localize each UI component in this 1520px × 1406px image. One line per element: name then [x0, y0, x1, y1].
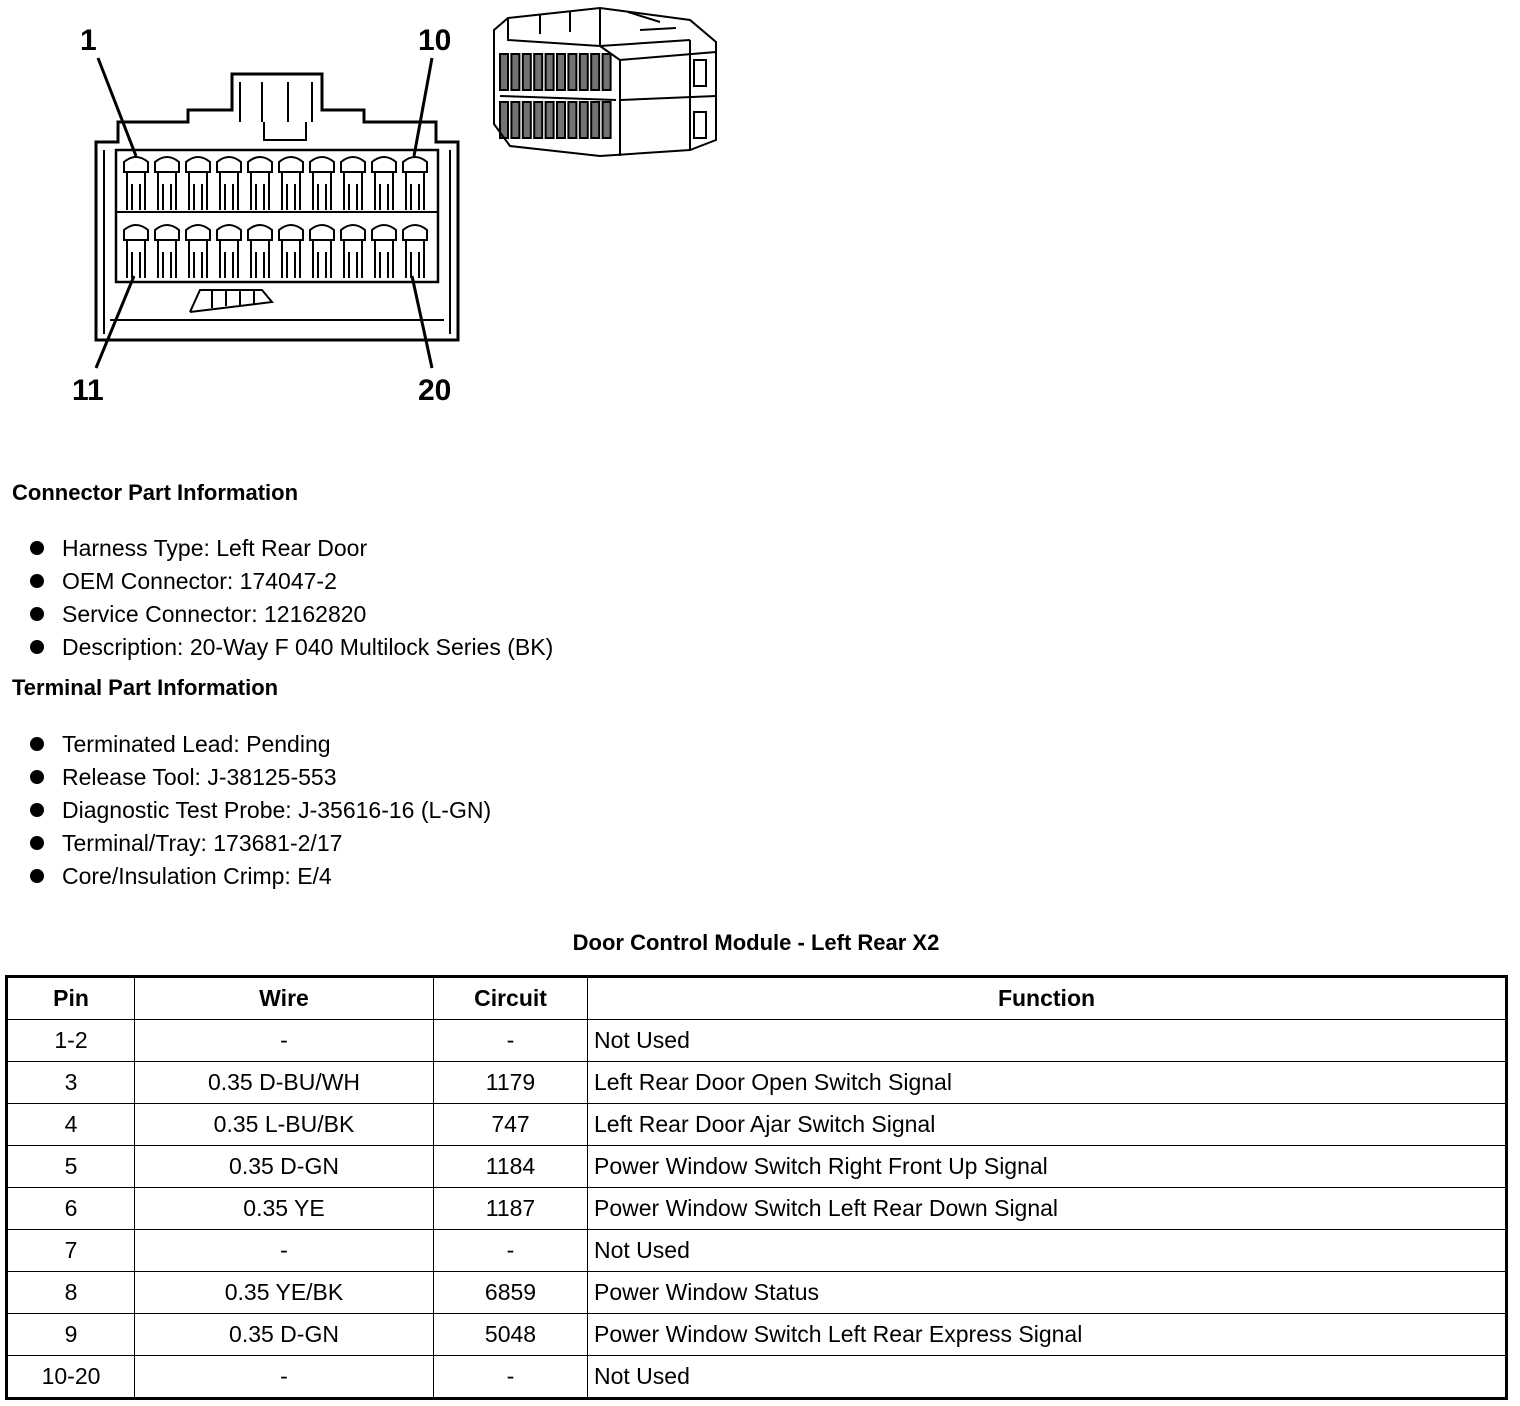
- list-item-text: Terminated Lead: Pending: [62, 731, 331, 757]
- table-row: [7, 1188, 1507, 1230]
- iso-cavity: [534, 102, 542, 138]
- cell-wire: -: [135, 1020, 434, 1062]
- iso-cavity: [557, 102, 565, 138]
- iso-cavity: [580, 54, 588, 90]
- terminal-cavity: [279, 225, 303, 278]
- terminal-cavity: [403, 225, 427, 278]
- connector-info-list: [30, 532, 553, 664]
- cell-pin: 8: [7, 1272, 135, 1314]
- terminal-cavity: [372, 157, 396, 210]
- list-item: [30, 860, 491, 893]
- cell-circuit: 1179: [434, 1062, 588, 1104]
- cell-pin: 4: [7, 1104, 135, 1146]
- list-item: [30, 794, 491, 827]
- cell-function: Power Window Switch Left Rear Express Signal: [588, 1314, 1507, 1356]
- table-row: [7, 1104, 1507, 1146]
- table-row: [7, 1272, 1507, 1314]
- cell-circuit: 6859: [434, 1272, 588, 1314]
- list-item-text: Harness Type: Left Rear Door: [62, 535, 368, 561]
- table-header-row: [7, 977, 1507, 1020]
- terminal-cavity: [124, 225, 148, 278]
- terminal-cavity: [124, 157, 148, 210]
- iso-cavity: [511, 54, 519, 90]
- bullet-icon: [30, 607, 44, 621]
- cell-wire: 0.35 D-GN: [135, 1314, 434, 1356]
- cell-circuit: -: [434, 1230, 588, 1272]
- bullet-icon: [30, 574, 44, 588]
- pin-label-11: 11: [72, 374, 104, 407]
- pinout-table: [5, 975, 1508, 1400]
- terminal-cavity: [155, 157, 179, 210]
- table-title: Door Control Module - Left Rear X2: [572, 930, 940, 955]
- connector-info-title: Connector Part Information: [12, 480, 299, 505]
- connector-isometric-view: [494, 8, 716, 156]
- list-item: [30, 532, 553, 565]
- bullet-icon: [30, 770, 44, 784]
- pin-label-10: 10: [418, 24, 452, 57]
- terminal-cavity: [248, 225, 272, 278]
- terminal-cavity: [341, 157, 365, 210]
- iso-cavity: [546, 54, 554, 90]
- list-item: [30, 761, 491, 794]
- list-item-text: Service Connector: 12162820: [62, 601, 367, 627]
- terminal-cavity: [186, 157, 210, 210]
- cell-wire: 0.35 D-BU/WH: [135, 1062, 434, 1104]
- pin-label-1: 1: [80, 24, 97, 57]
- cell-circuit: -: [434, 1356, 588, 1399]
- column-header-pin: Pin: [7, 977, 135, 1020]
- iso-cavity: [546, 102, 554, 138]
- cell-pin: 6: [7, 1188, 135, 1230]
- terminal-cavity: [341, 225, 365, 278]
- pin-label-20: 20: [418, 374, 452, 407]
- terminal-cavity: [155, 225, 179, 278]
- iso-cavity: [591, 54, 599, 90]
- list-item-text: Terminal/Tray: 173681-2/17: [62, 830, 343, 856]
- table-row: [7, 1020, 1507, 1062]
- iso-cavity: [603, 54, 611, 90]
- iso-cavity: [523, 54, 531, 90]
- cell-function: Power Window Status: [588, 1272, 1507, 1314]
- list-item: [30, 728, 491, 761]
- cell-function: Power Window Switch Right Front Up Signal: [588, 1146, 1507, 1188]
- iso-cavity: [568, 54, 576, 90]
- terminal-cavity: [372, 225, 396, 278]
- table-row: [7, 1146, 1507, 1188]
- cell-wire: 0.35 YE: [135, 1188, 434, 1230]
- table-row: [7, 1230, 1507, 1272]
- iso-cavity: [500, 102, 508, 138]
- terminal-cavity: [310, 157, 334, 210]
- iso-cavity: [591, 102, 599, 138]
- terminal-info-title: Terminal Part Information: [12, 675, 279, 700]
- iso-cavity: [568, 102, 576, 138]
- list-item-text: Description: 20-Way F 040 Multilock Series (BK): [62, 634, 554, 660]
- column-header-circuit: Circuit: [434, 977, 588, 1020]
- terminal-cavity: [217, 225, 241, 278]
- cell-function: Power Window Switch Left Rear Down Signal: [588, 1188, 1507, 1230]
- iso-cavity: [580, 102, 588, 138]
- cell-function: Left Rear Door Ajar Switch Signal: [588, 1104, 1507, 1146]
- cell-wire: -: [135, 1230, 434, 1272]
- list-item: [30, 598, 553, 631]
- list-item-text: Release Tool: J-38125-553: [62, 764, 337, 790]
- terminal-cavity: [310, 225, 334, 278]
- bullet-icon: [30, 803, 44, 817]
- cell-wire: 0.35 D-GN: [135, 1146, 434, 1188]
- cell-circuit: 5048: [434, 1314, 588, 1356]
- column-header-wire: Wire: [135, 977, 434, 1020]
- terminal-cavity: [248, 157, 272, 210]
- cell-circuit: 1184: [434, 1146, 588, 1188]
- terminal-cavities: [124, 157, 427, 278]
- cell-pin: 5: [7, 1146, 135, 1188]
- list-item: [30, 565, 553, 598]
- iso-cavity: [523, 102, 531, 138]
- terminal-cavity: [186, 225, 210, 278]
- table-row: [7, 1062, 1507, 1104]
- cell-function: Not Used: [588, 1020, 1507, 1062]
- cell-pin: 10-20: [7, 1356, 135, 1399]
- list-item: [30, 827, 491, 860]
- bullet-icon: [30, 640, 44, 654]
- terminal-cavity: [403, 157, 427, 210]
- iso-cavity: [557, 54, 565, 90]
- terminal-cavity: [279, 157, 303, 210]
- iso-cavity: [603, 102, 611, 138]
- bullet-icon: [30, 541, 44, 555]
- list-item: [30, 631, 553, 664]
- cell-circuit: 747: [434, 1104, 588, 1146]
- list-item-text: OEM Connector: 174047-2: [62, 568, 337, 594]
- column-header-function: Function: [588, 977, 1507, 1020]
- cell-pin: 9: [7, 1314, 135, 1356]
- table-row: [7, 1314, 1507, 1356]
- list-item-text: Diagnostic Test Probe: J-35616-16 (L-GN): [62, 797, 492, 823]
- bullet-icon: [30, 869, 44, 883]
- iso-cavity: [534, 54, 542, 90]
- cell-function: Not Used: [588, 1356, 1507, 1399]
- iso-cavity: [500, 54, 508, 90]
- cell-wire: 0.35 YE/BK: [135, 1272, 434, 1314]
- cell-wire: 0.35 L-BU/BK: [135, 1104, 434, 1146]
- terminal-cavity: [217, 157, 241, 210]
- bullet-icon: [30, 836, 44, 850]
- cell-wire: -: [135, 1356, 434, 1399]
- list-item-text: Core/Insulation Crimp: E/4: [62, 863, 332, 889]
- cell-pin: 1-2: [7, 1020, 135, 1062]
- cell-pin: 7: [7, 1230, 135, 1272]
- bullet-icon: [30, 737, 44, 751]
- cell-circuit: 1187: [434, 1188, 588, 1230]
- cell-function: Left Rear Door Open Switch Signal: [588, 1062, 1507, 1104]
- cell-function: Not Used: [588, 1230, 1507, 1272]
- connector-diagram: [0, 0, 760, 420]
- cell-pin: 3: [7, 1062, 135, 1104]
- iso-cavity: [511, 102, 519, 138]
- terminal-info-list: [30, 728, 491, 893]
- cell-circuit: -: [434, 1020, 588, 1062]
- table-row: [7, 1356, 1507, 1399]
